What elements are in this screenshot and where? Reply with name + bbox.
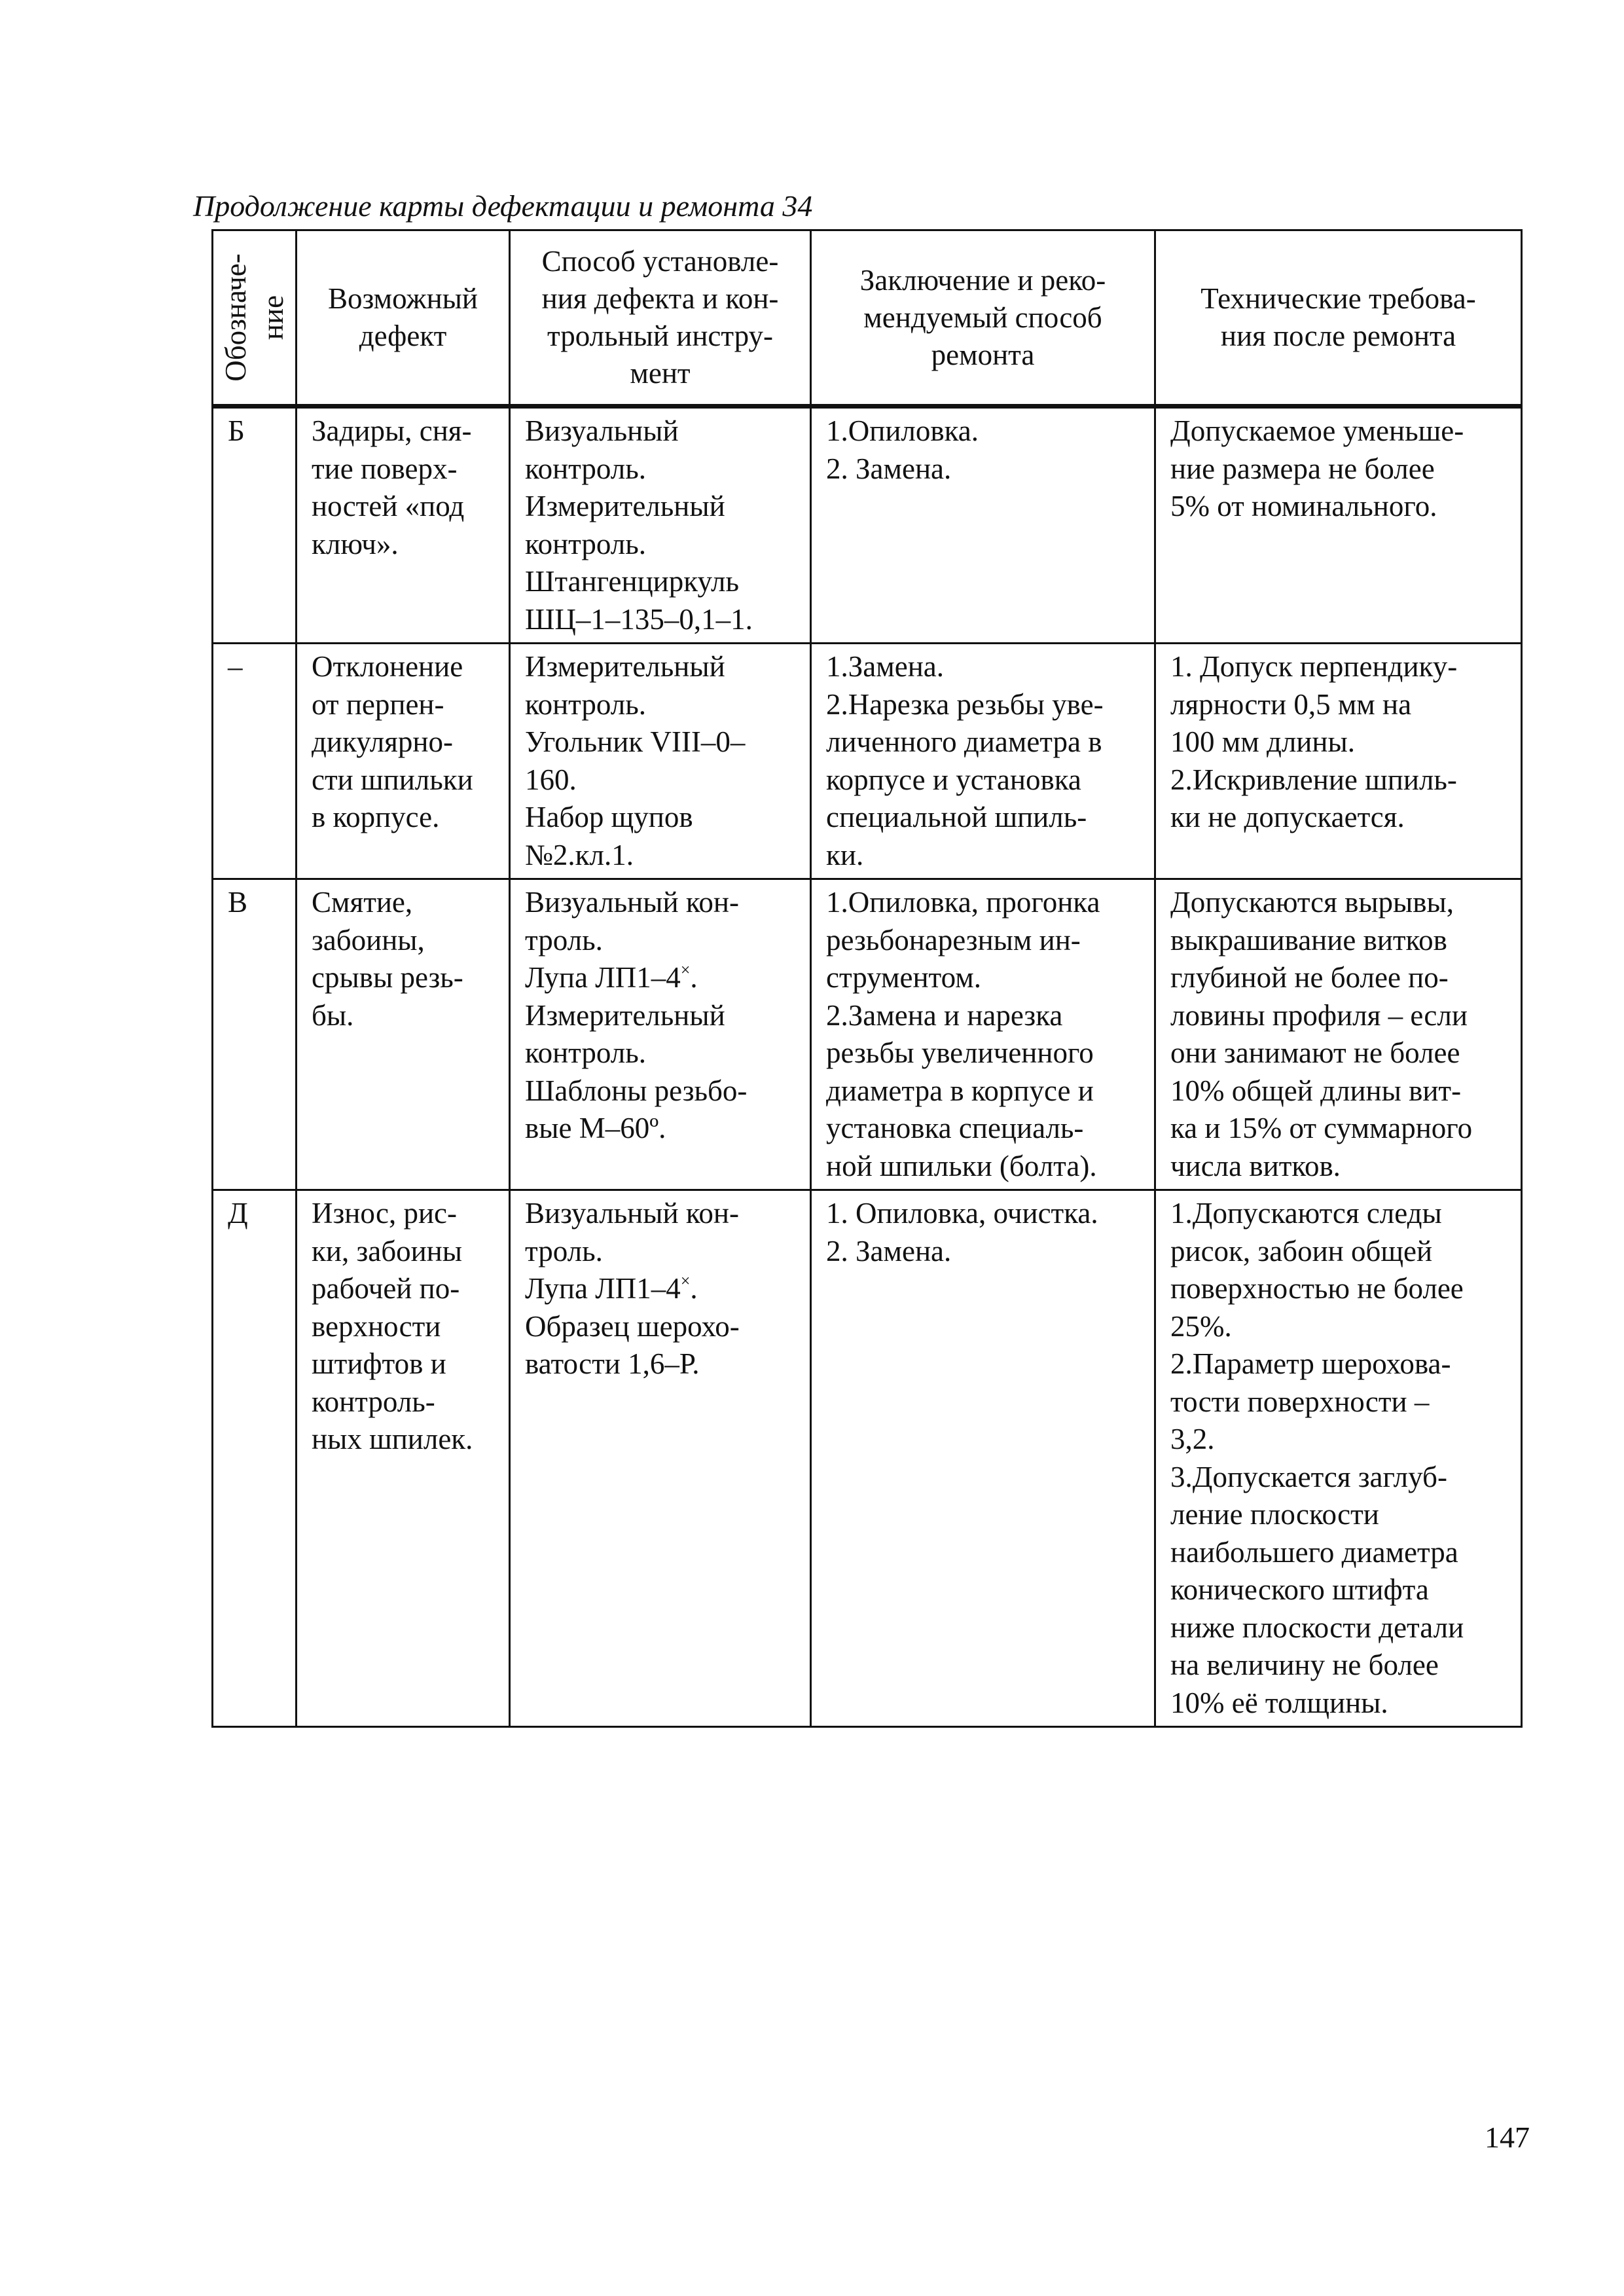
superscript-mark: ×	[680, 1271, 691, 1290]
defect-text: Отклонение от перпен- дикулярно- сти шпильки в корпусе.	[312, 650, 473, 833]
row-requirements	[1155, 1190, 1522, 1727]
method-text: Измерительный контроль. Угольник VIII–0– 160. Набор щупов №2.кл.1.	[525, 650, 746, 871]
header-designation-label: Обозначе- ние	[219, 253, 289, 382]
row-defect	[297, 879, 510, 1190]
repair-text: 1.Замена. 2.Нарезка резьбы уве- личенного диаметра в корпусе и установка специальной шпиль- ки.	[826, 650, 1104, 871]
row-defect	[297, 407, 510, 644]
header-repair	[811, 230, 1155, 407]
method-text: Визуальный контроль. Измерительный контроль. Штангенциркуль ШЦ–1–135–0,1–1.	[525, 414, 753, 636]
table-row	[213, 1190, 1522, 1727]
row-defect	[297, 1190, 510, 1727]
header-requirements	[1155, 230, 1522, 407]
row-requirements	[1155, 879, 1522, 1190]
row-designation	[213, 879, 297, 1190]
table-header-row	[213, 230, 1522, 407]
designation-text: –	[228, 650, 243, 683]
row-method	[510, 407, 811, 644]
row-method	[510, 879, 811, 1190]
table-caption: Продолжение карты дефектации и ремонта 34	[193, 189, 813, 223]
repair-text: 1.Опиловка. 2. Замена.	[826, 414, 979, 485]
repair-text: 1. Опиловка, очистка. 2. Замена.	[826, 1197, 1098, 1267]
header-repair-label: Заключение и реко- мендуемый способ ремонта	[859, 263, 1106, 371]
row-defect	[297, 644, 510, 879]
row-repair	[811, 644, 1155, 879]
requirements-text: 1. Допуск перпендику- лярности 0,5 мм на 100 мм длины. 2.Искривление шпиль- ки не допускается.	[1170, 650, 1458, 833]
designation-text: Б	[228, 414, 245, 447]
header-method-label: Способ установле- ния дефекта и кон- трольный инстру- мент	[541, 245, 779, 390]
designation-text: Д	[228, 1197, 248, 1230]
header-designation	[213, 230, 297, 407]
defect-card-table	[211, 229, 1523, 1728]
header-method	[510, 230, 811, 407]
requirements-text: Допускаются вырывы, выкрашивание витков глубиной не более по- ловины профиля – если они занимают не более 10% общей длины вит- ка и 15% от суммарного числа витков.	[1170, 886, 1473, 1182]
row-designation	[213, 407, 297, 644]
requirements-text: Допускаемое уменьше- ние размера не более 5% от номинального.	[1170, 414, 1464, 522]
row-repair	[811, 879, 1155, 1190]
row-designation	[213, 644, 297, 879]
method-text	[511, 1191, 810, 1387]
repair-text: 1.Опиловка, прогонка резьбонарезным ин- струментом. 2.Замена и нарезка резьбы увеличенного диаметра в корпусе и установка специаль- ной шпильки (болта).	[826, 886, 1100, 1182]
row-repair	[811, 1190, 1155, 1727]
defect-text: Задиры, сня- тие поверх- ностей «под ключ».	[312, 414, 472, 560]
row-requirements	[1155, 644, 1522, 879]
requirements-text: 1.Допускаются следы рисок, забоин общей поверхностью не более 25%. 2.Параметр шерохова- тости поверхности – 3,2. 3.Допускается заглуб- ление плоскости наибольшего диаметра конического штифта ниже плоскости детали на величину не более 10% её толщины.	[1170, 1197, 1464, 1719]
page-number: 147	[1485, 2121, 1530, 2154]
method-text-part: Визуальный кон- троль. Лупа ЛП1–4	[525, 1197, 739, 1305]
row-requirements	[1155, 407, 1522, 644]
method-text-part: . Образец шерохо- ватости 1,6–Р.	[525, 1272, 740, 1380]
table-row	[213, 407, 1522, 644]
method-text-part: . Измерительный контроль. Шаблоны резьбо- вые М–60º.	[525, 961, 748, 1144]
superscript-mark: ×	[680, 960, 691, 979]
defect-text: Смятие, забоины, срывы резь- бы.	[312, 886, 463, 1032]
method-text	[511, 880, 810, 1152]
method-text-part: Визуальный кон- троль. Лупа ЛП1–4	[525, 886, 739, 994]
row-method	[510, 1190, 811, 1727]
header-defect-label: Возможный дефект	[328, 282, 478, 352]
table-row	[213, 644, 1522, 879]
header-requirements-label: Технические требова- ния после ремонта	[1200, 282, 1476, 352]
header-defect	[297, 230, 510, 407]
row-repair	[811, 407, 1155, 644]
table-row	[213, 879, 1522, 1190]
row-method	[510, 644, 811, 879]
designation-text: В	[228, 886, 248, 919]
row-designation	[213, 1190, 297, 1727]
defect-text: Износ, рис- ки, забоины рабочей по- верхности штифтов и контроль- ных шпилек.	[312, 1197, 473, 1455]
